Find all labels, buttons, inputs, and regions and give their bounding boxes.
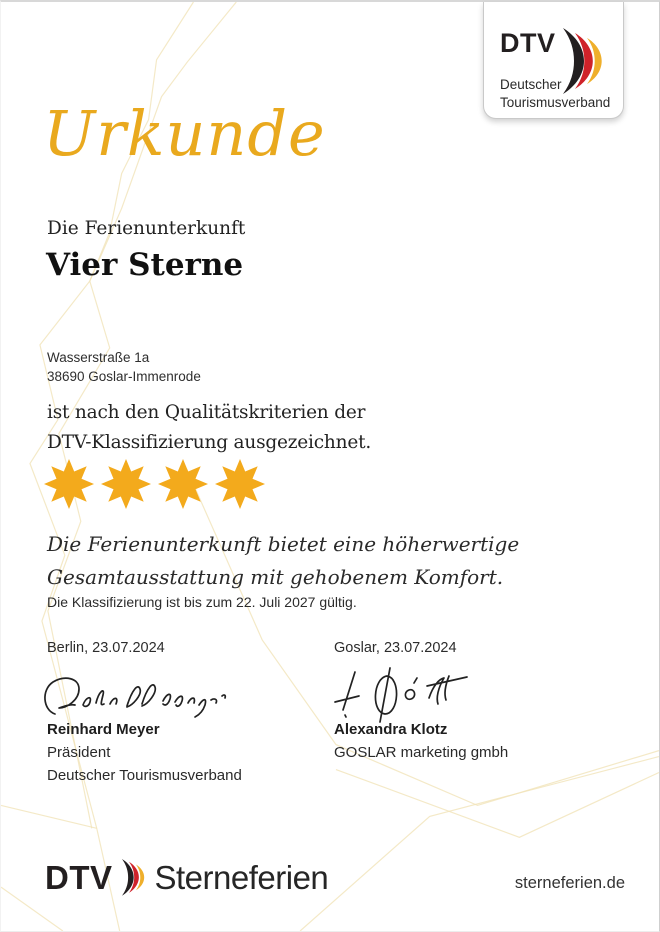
intro-label: Die Ferienunterkunft	[47, 218, 246, 239]
star-icon	[214, 458, 266, 510]
place-date-right: Goslar, 23.07.2024	[334, 640, 457, 656]
dtv-logo-org-line1: Deutscher	[500, 77, 562, 92]
address-city: 38690 Goslar-Immenrode	[47, 369, 201, 384]
classification-quote-line1: Die Ferienunterkunft bietet eine höherwertige	[47, 532, 520, 556]
classification-quote-line2: Gesamtausstattung mit gehobenem Komfort.	[47, 565, 504, 589]
sterneferien-logo	[45, 857, 328, 899]
signature-alexandra-klotz	[327, 666, 477, 726]
dtv-chevrons-icon	[563, 28, 609, 94]
star-icon	[157, 458, 209, 510]
sterneferien-chevrons-icon	[122, 859, 148, 897]
dtv-logo-box	[483, 2, 624, 119]
dtv-logo-org-line2: Tourismusverband	[500, 95, 611, 110]
certificate-title: Urkunde	[43, 97, 326, 170]
signer-right	[334, 718, 508, 764]
star-icon	[43, 458, 95, 510]
classification-quote	[47, 528, 519, 594]
award-statement	[47, 398, 371, 458]
star-row	[43, 458, 266, 510]
property-address	[47, 348, 201, 386]
address-street: Wasserstraße 1a	[47, 350, 150, 365]
signer-left-name: Reinhard Meyer	[47, 721, 160, 738]
place-date-left: Berlin, 23.07.2024	[47, 640, 165, 656]
footer-logo-acronym: DTV	[45, 859, 113, 896]
signer-right-name: Alexandra Klotz	[334, 721, 448, 738]
signer-left-org: Deutscher Tourismusverband	[47, 767, 242, 784]
signer-left-role: Präsident	[47, 744, 111, 761]
signer-left	[47, 718, 242, 787]
footer-logo-brand: Sterneferien	[154, 859, 329, 896]
property-name: Vier Sterne	[46, 247, 244, 283]
footer-website: sterneferien.de	[514, 874, 625, 892]
award-statement-line1: ist nach den Qualitätskriterien der	[47, 402, 366, 423]
dtv-logo-acronym: DTV	[500, 28, 556, 58]
validity-note: Die Klassifizierung ist bis zum 22. Juli 2027 gültig.	[47, 594, 357, 610]
star-icon	[100, 458, 152, 510]
award-statement-line2: DTV-Klassifizierung ausgezeichnet.	[47, 432, 372, 453]
signer-right-org: GOSLAR marketing gmbh	[334, 744, 509, 761]
